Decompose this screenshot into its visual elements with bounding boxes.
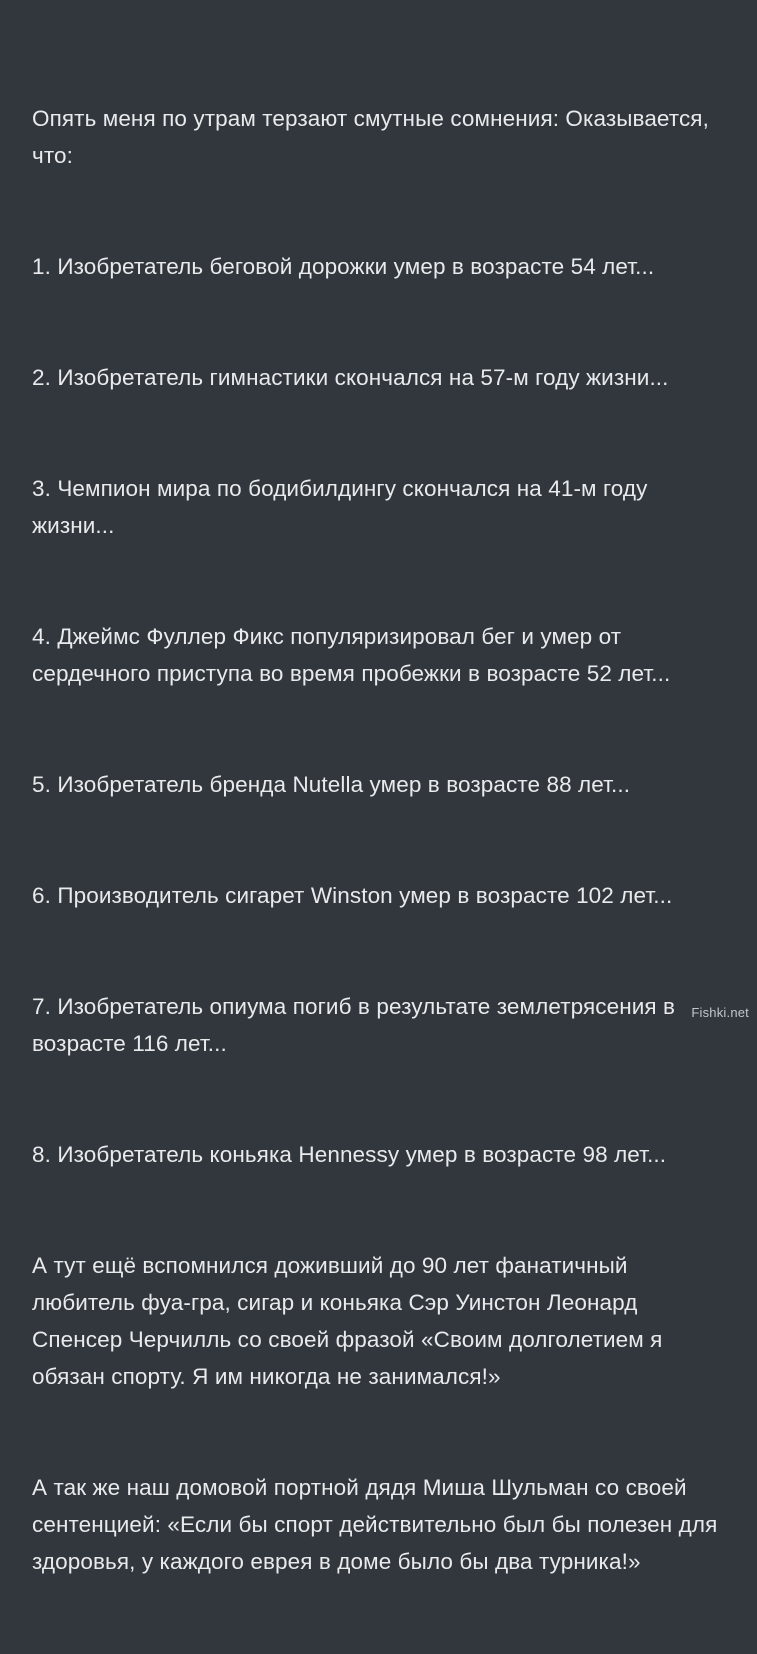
- paragraph-intro: Опять меня по утрам терзают смутные сомнения: Оказывается, что:: [32, 106, 716, 168]
- document-text: [32, 26, 727, 1654]
- paragraph-churchill: А тут ещё вспомнился доживший до 90 лет фанатичный любитель фуа-гра, сигар и коньяка Сэр Уинстон Леонард Спенсер Черчилль со своей фразой «Своим долголетием я обязан спорту. Я им никогда не занимался!»: [32, 1253, 669, 1389]
- paragraph-item-5: 5. Изобретатель бренда Nutella умер в возрасте 88 лет...: [32, 772, 631, 797]
- paragraph-item-6: 6. Производитель сигарет Winston умер в возрасте 102 лет...: [32, 883, 673, 908]
- paragraph-item-3: 3. Чемпион мира по бодибилдингу скончался на 41-м году жизни...: [32, 476, 654, 538]
- paragraph-item-7: 7. Изобретатель опиума погиб в результате землетрясения в возрасте 116 лет...: [32, 994, 682, 1056]
- watermark-label: Fishki.net: [691, 1005, 749, 1020]
- paragraph-item-8: 8. Изобретатель коньяка Hennessy умер в возрасте 98 лет...: [32, 1142, 667, 1167]
- paragraph-shulman: А так же наш домовой портной дядя Миша Шульман со своей сентенцией: «Если бы спорт действительно был бы полезен для здоровья, у каждого еврея в доме было бы два турника!»: [32, 1475, 724, 1574]
- paragraph-item-4: 4. Джеймс Фуллер Фикс популяризировал бег и умер от сердечного приступа во время пробежки в возрасте 52 лет...: [32, 624, 671, 686]
- paragraph-item-1: 1. Изобретатель беговой дорожки умер в возрасте 54 лет...: [32, 254, 655, 279]
- paragraph-item-2: 2. Изобретатель гимнастики скончался на 57-м году жизни...: [32, 365, 669, 390]
